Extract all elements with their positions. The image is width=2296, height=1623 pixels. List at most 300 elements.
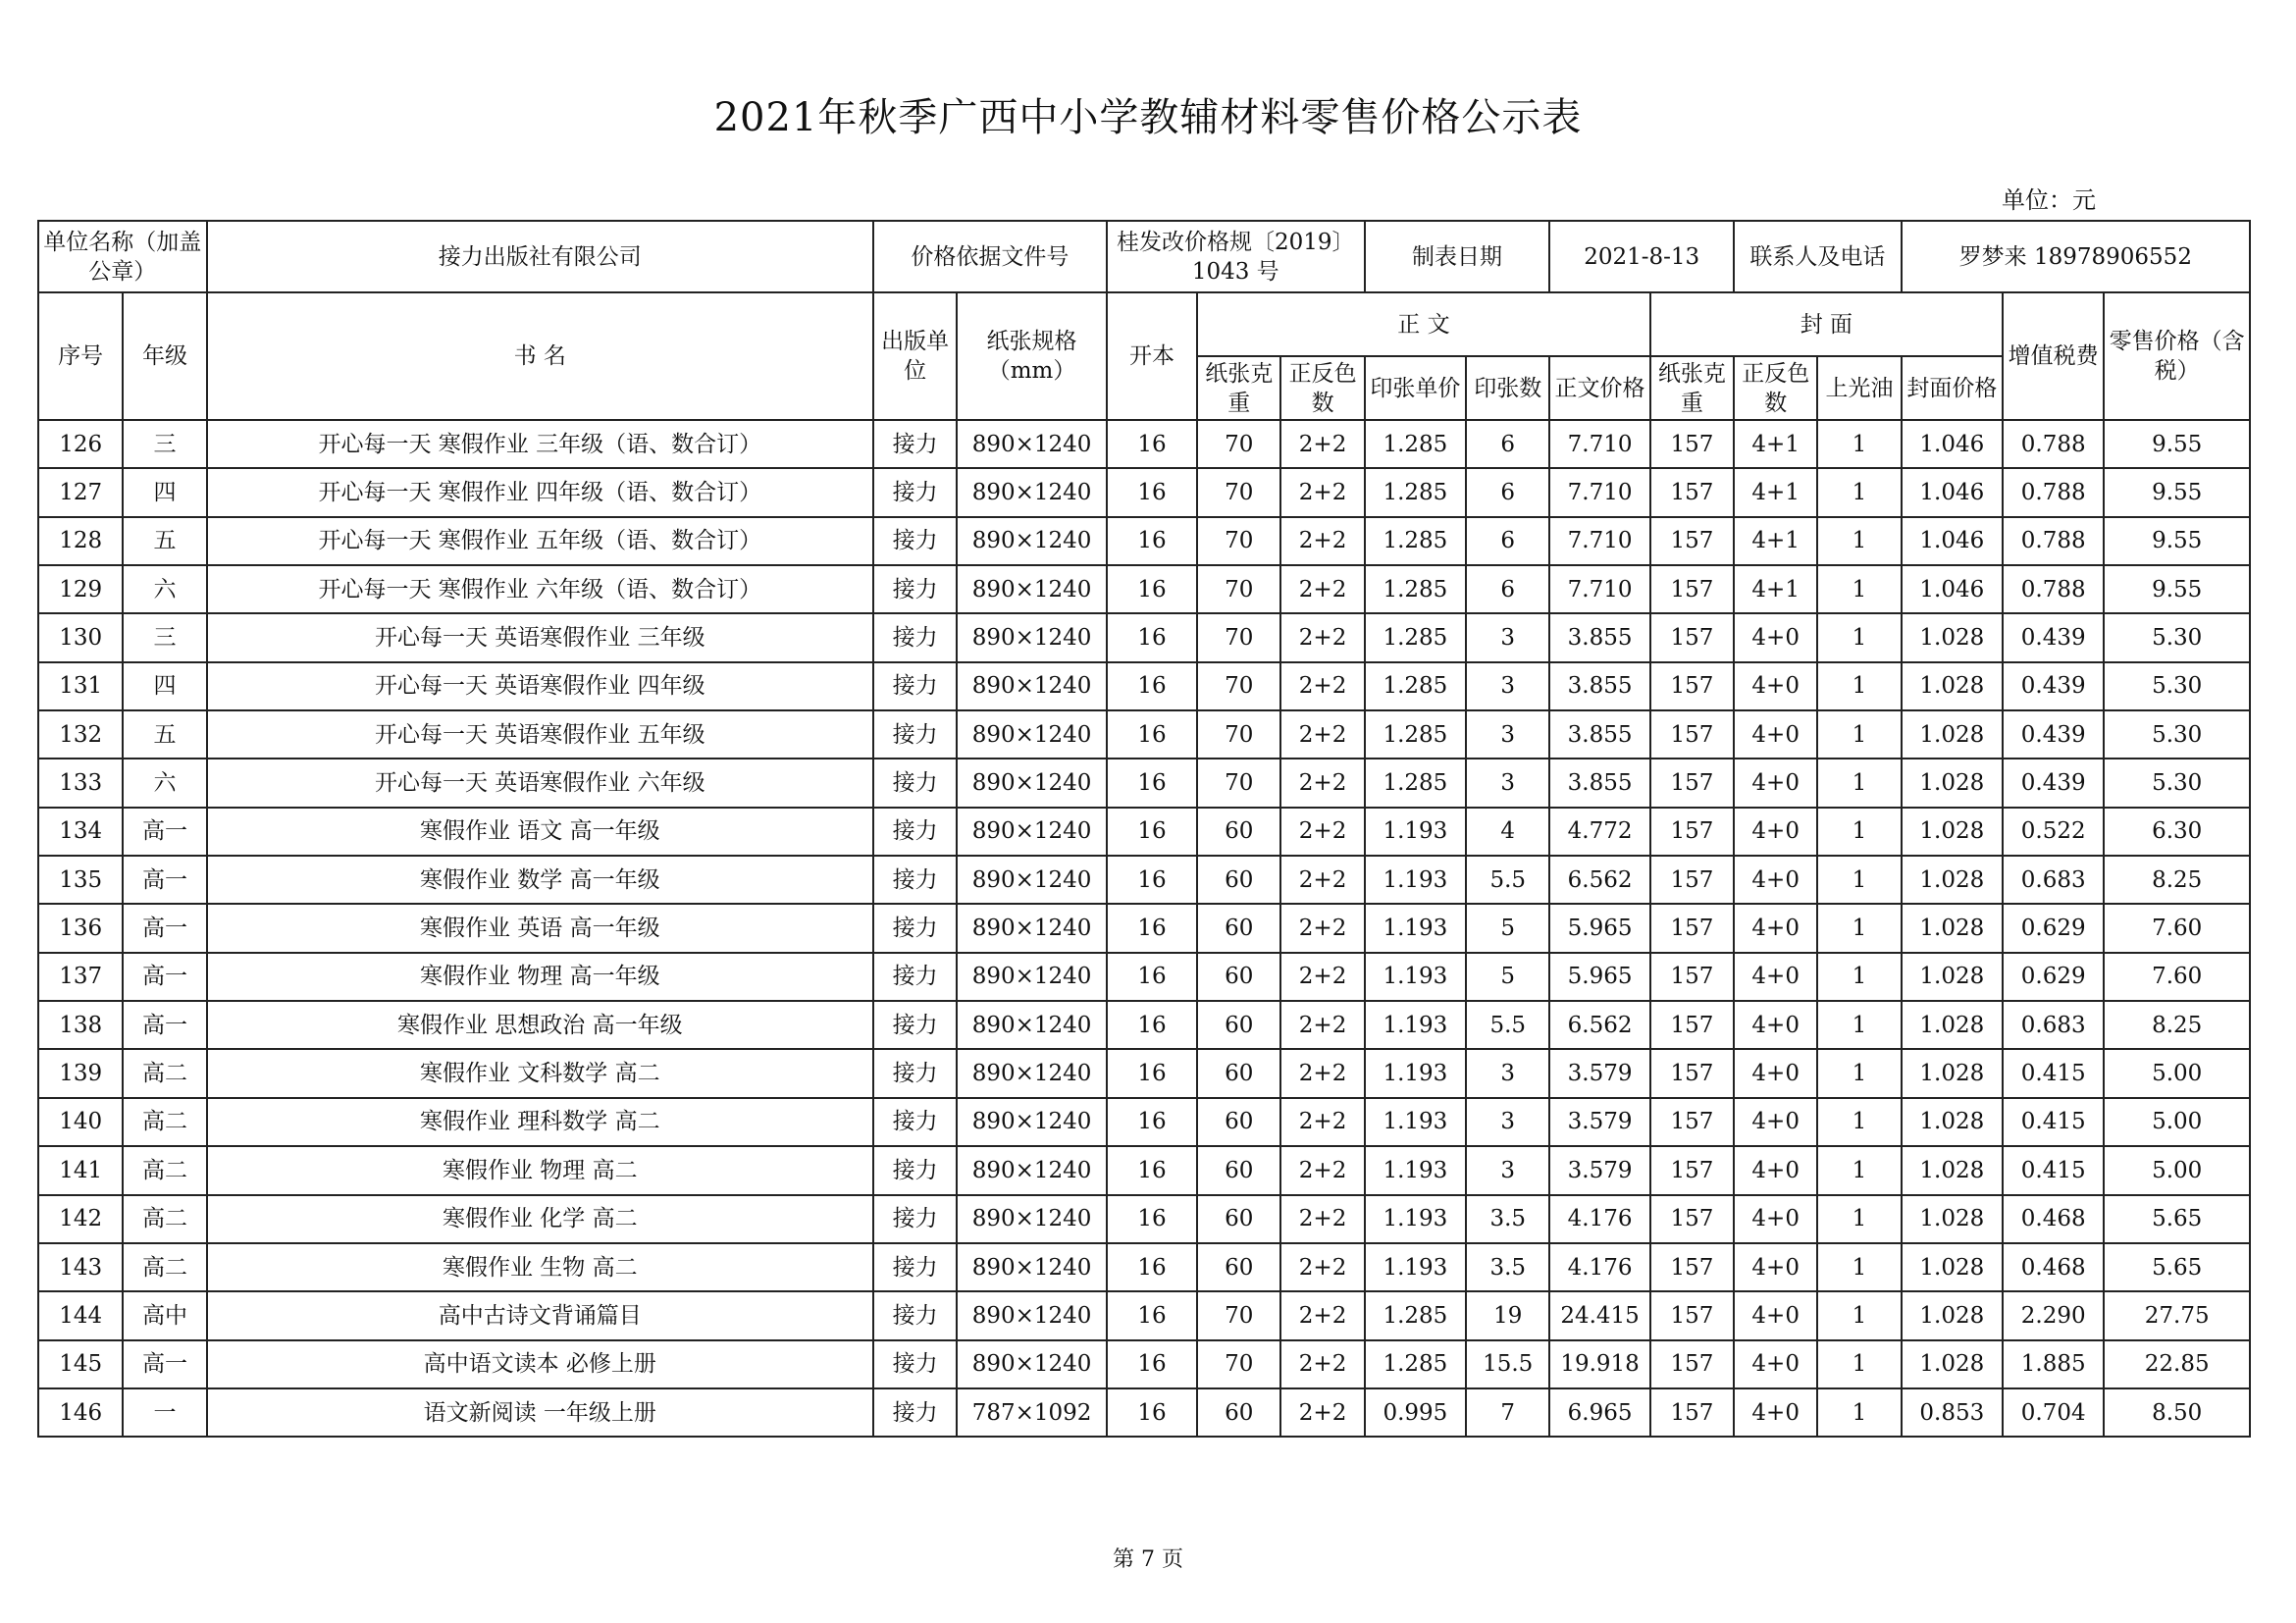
cell-vat: 0.788 — [2003, 420, 2104, 468]
cell-cc: 4+1 — [1734, 468, 1817, 516]
cell-spec: 787×1092 — [957, 1388, 1107, 1437]
cell-sup: 0.995 — [1365, 1388, 1466, 1437]
cell-sc: 5.5 — [1466, 1001, 1549, 1049]
cell-cc: 4+1 — [1734, 565, 1817, 613]
cell-fmt: 16 — [1107, 1388, 1197, 1437]
cell-sup: 1.285 — [1365, 613, 1466, 661]
cell-fmt: 16 — [1107, 710, 1197, 759]
cell-fmt: 16 — [1107, 1146, 1197, 1194]
cell-sc: 3 — [1466, 759, 1549, 807]
cell-cc: 4+0 — [1734, 1049, 1817, 1097]
cell-spec: 890×1240 — [957, 1146, 1107, 1194]
cell-gl: 1 — [1817, 904, 1901, 952]
cell-seq: 134 — [38, 808, 123, 856]
cell-sc: 3 — [1466, 1098, 1549, 1146]
header-format: 开本 — [1107, 292, 1197, 420]
table-row — [38, 856, 2250, 904]
cell-vat: 0.439 — [2003, 613, 2104, 661]
cell-gl: 1 — [1817, 565, 1901, 613]
cell-gl: 1 — [1817, 953, 1901, 1001]
cell-sup: 1.285 — [1365, 517, 1466, 565]
cell-spec: 890×1240 — [957, 1340, 1107, 1388]
cell-name: 开心每一天 英语寒假作业 三年级 — [207, 613, 873, 661]
cell-sup: 1.193 — [1365, 1243, 1466, 1291]
cell-seq: 129 — [38, 565, 123, 613]
cell-sc: 6 — [1466, 517, 1549, 565]
cell-cp: 1.028 — [1902, 1195, 2003, 1243]
cell-seq: 146 — [38, 1388, 123, 1437]
cell-bc: 2+2 — [1280, 1001, 1364, 1049]
cell-spec: 890×1240 — [957, 808, 1107, 856]
table-row — [38, 1388, 2250, 1437]
header-row-1 — [38, 292, 2250, 356]
cell-pub: 接力 — [873, 759, 957, 807]
cell-spec: 890×1240 — [957, 565, 1107, 613]
date-value: 2021-8-13 — [1549, 221, 1734, 292]
cell-bc: 2+2 — [1280, 662, 1364, 710]
cell-cw: 157 — [1650, 565, 1734, 613]
cell-cw: 157 — [1650, 1049, 1734, 1097]
header-sheet-count: 印张数 — [1466, 356, 1549, 420]
cell-fmt: 16 — [1107, 904, 1197, 952]
date-label: 制表日期 — [1365, 221, 1550, 292]
cell-rp: 5.30 — [2104, 662, 2250, 710]
cell-sc: 3 — [1466, 662, 1549, 710]
cell-seq: 141 — [38, 1146, 123, 1194]
cell-sc: 19 — [1466, 1291, 1549, 1339]
cell-sup: 1.285 — [1365, 1291, 1466, 1339]
cell-gl: 1 — [1817, 662, 1901, 710]
cell-bp: 4.176 — [1549, 1243, 1649, 1291]
cell-cw: 157 — [1650, 1146, 1734, 1194]
cell-rp: 5.65 — [2104, 1195, 2250, 1243]
cell-grade: 高二 — [123, 1146, 206, 1194]
table-row — [38, 904, 2250, 952]
cell-sc: 5 — [1466, 904, 1549, 952]
cell-pub: 接力 — [873, 1146, 957, 1194]
header-vat: 增值税费 — [2003, 292, 2104, 420]
cell-rp: 9.55 — [2104, 565, 2250, 613]
cell-bp: 7.710 — [1549, 420, 1649, 468]
cell-name: 语文新阅读 一年级上册 — [207, 1388, 873, 1437]
unit-name-label: 单位名称（加盖公章） — [38, 221, 207, 292]
table-row — [38, 468, 2250, 516]
cell-grade: 高一 — [123, 1340, 206, 1388]
cell-bc: 2+2 — [1280, 1340, 1364, 1388]
cell-grade: 五 — [123, 517, 206, 565]
cell-sup: 1.193 — [1365, 856, 1466, 904]
cell-cp: 1.028 — [1902, 759, 2003, 807]
cell-cc: 4+0 — [1734, 759, 1817, 807]
cell-pub: 接力 — [873, 856, 957, 904]
cell-cc: 4+0 — [1734, 1388, 1817, 1437]
header-book-name: 书 名 — [207, 292, 873, 420]
table-row — [38, 420, 2250, 468]
cell-vat: 0.415 — [2003, 1049, 2104, 1097]
unit-name-value: 接力出版社有限公司 — [207, 221, 873, 292]
cell-rp: 7.60 — [2104, 953, 2250, 1001]
cell-fmt: 16 — [1107, 468, 1197, 516]
cell-sc: 4 — [1466, 808, 1549, 856]
cell-fmt: 16 — [1107, 420, 1197, 468]
table-row — [38, 1049, 2250, 1097]
cell-fmt: 16 — [1107, 662, 1197, 710]
cell-cc: 4+0 — [1734, 953, 1817, 1001]
cell-cp: 1.028 — [1902, 808, 2003, 856]
cell-cp: 1.028 — [1902, 1098, 2003, 1146]
header-cover-price: 封面价格 — [1902, 356, 2003, 420]
header-body-group: 正 文 — [1197, 292, 1650, 356]
cell-gl: 1 — [1817, 1001, 1901, 1049]
cell-cc: 4+0 — [1734, 1243, 1817, 1291]
cell-sc: 3 — [1466, 1146, 1549, 1194]
cell-sup: 1.193 — [1365, 953, 1466, 1001]
cell-seq: 131 — [38, 662, 123, 710]
cell-bc: 2+2 — [1280, 517, 1364, 565]
cell-grade: 高一 — [123, 953, 206, 1001]
cell-gl: 1 — [1817, 613, 1901, 661]
cell-cw: 157 — [1650, 1098, 1734, 1146]
cell-gl: 1 — [1817, 856, 1901, 904]
cell-seq: 135 — [38, 856, 123, 904]
cell-name: 寒假作业 物理 高一年级 — [207, 953, 873, 1001]
cell-fmt: 16 — [1107, 953, 1197, 1001]
cell-rp: 6.30 — [2104, 808, 2250, 856]
cell-cp: 0.853 — [1902, 1388, 2003, 1437]
cell-bc: 2+2 — [1280, 1195, 1364, 1243]
cell-bc: 2+2 — [1280, 613, 1364, 661]
cell-bc: 2+2 — [1280, 904, 1364, 952]
cell-gl: 1 — [1817, 1049, 1901, 1097]
cell-cc: 4+0 — [1734, 1195, 1817, 1243]
cell-bp: 3.579 — [1549, 1146, 1649, 1194]
cell-fmt: 16 — [1107, 1243, 1197, 1291]
cell-bw: 60 — [1197, 856, 1280, 904]
cell-sup: 1.193 — [1365, 1049, 1466, 1097]
cell-cp: 1.046 — [1902, 517, 2003, 565]
cell-vat: 0.415 — [2003, 1098, 2104, 1146]
cell-rp: 8.25 — [2104, 856, 2250, 904]
cell-bc: 2+2 — [1280, 856, 1364, 904]
cell-vat: 0.468 — [2003, 1243, 2104, 1291]
cell-cp: 1.028 — [1902, 953, 2003, 1001]
cell-gl: 1 — [1817, 1098, 1901, 1146]
cell-bp: 24.415 — [1549, 1291, 1649, 1339]
cell-fmt: 16 — [1107, 613, 1197, 661]
cell-bw: 60 — [1197, 904, 1280, 952]
cell-bp: 3.579 — [1549, 1049, 1649, 1097]
cell-bc: 2+2 — [1280, 1049, 1364, 1097]
cell-bc: 2+2 — [1280, 1388, 1364, 1437]
cell-grade: 三 — [123, 613, 206, 661]
cell-spec: 890×1240 — [957, 1049, 1107, 1097]
cell-cc: 4+0 — [1734, 1001, 1817, 1049]
cell-bw: 60 — [1197, 1001, 1280, 1049]
cell-vat: 0.439 — [2003, 662, 2104, 710]
cell-cw: 157 — [1650, 662, 1734, 710]
cell-sc: 5 — [1466, 953, 1549, 1001]
cell-spec: 890×1240 — [957, 1098, 1107, 1146]
cell-bw: 70 — [1197, 565, 1280, 613]
cell-gl: 1 — [1817, 468, 1901, 516]
cell-bw: 70 — [1197, 710, 1280, 759]
cell-spec: 890×1240 — [957, 613, 1107, 661]
cell-name: 寒假作业 英语 高一年级 — [207, 904, 873, 952]
cell-seq: 144 — [38, 1291, 123, 1339]
cell-sc: 6 — [1466, 468, 1549, 516]
cell-bp: 19.918 — [1549, 1340, 1649, 1388]
cell-bw: 60 — [1197, 1243, 1280, 1291]
cell-bp: 4.176 — [1549, 1195, 1649, 1243]
cell-grade: 高二 — [123, 1049, 206, 1097]
cell-fmt: 16 — [1107, 759, 1197, 807]
cell-name: 寒假作业 理科数学 高二 — [207, 1098, 873, 1146]
cell-seq: 136 — [38, 904, 123, 952]
cell-bp: 6.562 — [1549, 1001, 1649, 1049]
cell-sc: 5.5 — [1466, 856, 1549, 904]
cell-fmt: 16 — [1107, 808, 1197, 856]
cell-cp: 1.028 — [1902, 710, 2003, 759]
cell-bp: 3.855 — [1549, 710, 1649, 759]
cell-spec: 890×1240 — [957, 468, 1107, 516]
table-row — [38, 1291, 2250, 1339]
cell-sup: 1.193 — [1365, 1195, 1466, 1243]
price-table — [37, 220, 2251, 1438]
cell-gl: 1 — [1817, 759, 1901, 807]
cell-vat: 0.704 — [2003, 1388, 2104, 1437]
cell-vat: 0.788 — [2003, 565, 2104, 613]
header-cover-group: 封 面 — [1650, 292, 2003, 356]
cell-rp: 7.60 — [2104, 904, 2250, 952]
cell-pub: 接力 — [873, 710, 957, 759]
cell-name: 开心每一天 英语寒假作业 五年级 — [207, 710, 873, 759]
cell-spec: 890×1240 — [957, 1195, 1107, 1243]
cell-cp: 1.028 — [1902, 1001, 2003, 1049]
cell-pub: 接力 — [873, 953, 957, 1001]
cell-bc: 2+2 — [1280, 710, 1364, 759]
cell-gl: 1 — [1817, 1388, 1901, 1437]
cell-sup: 1.193 — [1365, 1098, 1466, 1146]
cell-grade: 高一 — [123, 808, 206, 856]
cell-cw: 157 — [1650, 468, 1734, 516]
cell-grade: 高一 — [123, 856, 206, 904]
cell-bp: 3.579 — [1549, 1098, 1649, 1146]
cell-sup: 1.285 — [1365, 759, 1466, 807]
cell-vat: 0.683 — [2003, 856, 2104, 904]
cell-bp: 4.772 — [1549, 808, 1649, 856]
cell-vat: 0.788 — [2003, 517, 2104, 565]
table-row — [38, 613, 2250, 661]
cell-sup: 1.285 — [1365, 662, 1466, 710]
cell-vat: 0.629 — [2003, 953, 2104, 1001]
table-row — [38, 517, 2250, 565]
cell-seq: 142 — [38, 1195, 123, 1243]
cell-bw: 60 — [1197, 1195, 1280, 1243]
cell-cw: 157 — [1650, 613, 1734, 661]
cell-cc: 4+0 — [1734, 1340, 1817, 1388]
cell-rp: 5.30 — [2104, 759, 2250, 807]
cell-cc: 4+0 — [1734, 808, 1817, 856]
header-cover-colors: 正反色数 — [1734, 356, 1817, 420]
cell-fmt: 16 — [1107, 1291, 1197, 1339]
cell-sup: 1.193 — [1365, 904, 1466, 952]
cell-name: 开心每一天 寒假作业 三年级（语、数合订） — [207, 420, 873, 468]
price-basis-value: 桂发改价格规〔2019〕1043 号 — [1107, 221, 1365, 292]
cell-bc: 2+2 — [1280, 468, 1364, 516]
cell-cc: 4+1 — [1734, 420, 1817, 468]
cell-fmt: 16 — [1107, 517, 1197, 565]
cell-cc: 4+0 — [1734, 856, 1817, 904]
table-row — [38, 953, 2250, 1001]
cell-sup: 1.285 — [1365, 1340, 1466, 1388]
cell-sc: 3 — [1466, 613, 1549, 661]
cell-cc: 4+0 — [1734, 1146, 1817, 1194]
header-paper-spec: 纸张规格（mm） — [957, 292, 1107, 420]
cell-bp: 3.855 — [1549, 759, 1649, 807]
cell-bc: 2+2 — [1280, 1146, 1364, 1194]
cell-name: 开心每一天 英语寒假作业 六年级 — [207, 759, 873, 807]
cell-cp: 1.028 — [1902, 856, 2003, 904]
cell-name: 寒假作业 生物 高二 — [207, 1243, 873, 1291]
cell-sc: 6 — [1466, 420, 1549, 468]
cell-bw: 70 — [1197, 468, 1280, 516]
cell-pub: 接力 — [873, 517, 957, 565]
cell-grade: 高二 — [123, 1098, 206, 1146]
header-gloss: 上光油 — [1817, 356, 1901, 420]
cell-bp: 3.855 — [1549, 662, 1649, 710]
cell-name: 寒假作业 文科数学 高二 — [207, 1049, 873, 1097]
cell-bp: 7.710 — [1549, 517, 1649, 565]
table-row — [38, 1243, 2250, 1291]
header-seq: 序号 — [38, 292, 123, 420]
table-row — [38, 1195, 2250, 1243]
cell-seq: 128 — [38, 517, 123, 565]
cell-bw: 60 — [1197, 1049, 1280, 1097]
cell-gl: 1 — [1817, 1340, 1901, 1388]
cell-bw: 70 — [1197, 613, 1280, 661]
cell-bw: 60 — [1197, 808, 1280, 856]
cell-bc: 2+2 — [1280, 953, 1364, 1001]
cell-cw: 157 — [1650, 420, 1734, 468]
cell-name: 高中古诗文背诵篇目 — [207, 1291, 873, 1339]
table-row — [38, 808, 2250, 856]
cell-cc: 4+1 — [1734, 517, 1817, 565]
cell-rp: 5.00 — [2104, 1098, 2250, 1146]
cell-cp: 1.046 — [1902, 565, 2003, 613]
cell-rp: 5.30 — [2104, 710, 2250, 759]
cell-seq: 130 — [38, 613, 123, 661]
cell-spec: 890×1240 — [957, 1243, 1107, 1291]
cell-cw: 157 — [1650, 1243, 1734, 1291]
header-cover-paper-weight: 纸张克重 — [1650, 356, 1734, 420]
cell-sc: 3 — [1466, 710, 1549, 759]
cell-bc: 2+2 — [1280, 1243, 1364, 1291]
cell-fmt: 16 — [1107, 1098, 1197, 1146]
cell-pub: 接力 — [873, 1388, 957, 1437]
header-body-colors: 正反色数 — [1280, 356, 1364, 420]
cell-name: 寒假作业 数学 高一年级 — [207, 856, 873, 904]
cell-cw: 157 — [1650, 710, 1734, 759]
cell-bc: 2+2 — [1280, 565, 1364, 613]
header-sheet-unit-price: 印张单价 — [1365, 356, 1466, 420]
cell-seq: 139 — [38, 1049, 123, 1097]
cell-cw: 157 — [1650, 904, 1734, 952]
cell-cw: 157 — [1650, 759, 1734, 807]
cell-pub: 接力 — [873, 1049, 957, 1097]
cell-pub: 接力 — [873, 1098, 957, 1146]
cell-bc: 2+2 — [1280, 759, 1364, 807]
cell-vat: 0.439 — [2003, 759, 2104, 807]
header-body-paper-weight: 纸张克重 — [1197, 356, 1280, 420]
cell-vat: 0.683 — [2003, 1001, 2104, 1049]
cell-pub: 接力 — [873, 468, 957, 516]
cell-seq: 132 — [38, 710, 123, 759]
cell-gl: 1 — [1817, 1243, 1901, 1291]
cell-cw: 157 — [1650, 1001, 1734, 1049]
cell-sup: 1.285 — [1365, 420, 1466, 468]
cell-spec: 890×1240 — [957, 904, 1107, 952]
cell-cp: 1.028 — [1902, 1243, 2003, 1291]
cell-vat: 1.885 — [2003, 1340, 2104, 1388]
cell-bw: 60 — [1197, 1388, 1280, 1437]
cell-pub: 接力 — [873, 1340, 957, 1388]
cell-gl: 1 — [1817, 1195, 1901, 1243]
cell-sup: 1.193 — [1365, 1001, 1466, 1049]
cell-spec: 890×1240 — [957, 662, 1107, 710]
cell-grade: 六 — [123, 759, 206, 807]
cell-bp: 6.562 — [1549, 856, 1649, 904]
cell-rp: 27.75 — [2104, 1291, 2250, 1339]
cell-sup: 1.285 — [1365, 468, 1466, 516]
cell-grade: 六 — [123, 565, 206, 613]
cell-grade: 五 — [123, 710, 206, 759]
cell-cw: 157 — [1650, 1291, 1734, 1339]
cell-cw: 157 — [1650, 808, 1734, 856]
cell-cp: 1.046 — [1902, 420, 2003, 468]
cell-vat: 0.788 — [2003, 468, 2104, 516]
cell-bp: 5.965 — [1549, 904, 1649, 952]
cell-name: 寒假作业 思想政治 高一年级 — [207, 1001, 873, 1049]
cell-seq: 143 — [38, 1243, 123, 1291]
table-row — [38, 1001, 2250, 1049]
cell-name: 寒假作业 化学 高二 — [207, 1195, 873, 1243]
cell-grade: 高一 — [123, 1001, 206, 1049]
cell-sup: 1.285 — [1365, 710, 1466, 759]
cell-bw: 70 — [1197, 662, 1280, 710]
cell-bw: 60 — [1197, 1146, 1280, 1194]
cell-bp: 6.965 — [1549, 1388, 1649, 1437]
cell-bc: 2+2 — [1280, 808, 1364, 856]
cell-grade: 四 — [123, 468, 206, 516]
cell-pub: 接力 — [873, 1195, 957, 1243]
cell-bw: 60 — [1197, 953, 1280, 1001]
cell-seq: 145 — [38, 1340, 123, 1388]
cell-rp: 8.25 — [2104, 1001, 2250, 1049]
cell-bp: 5.965 — [1549, 953, 1649, 1001]
cell-fmt: 16 — [1107, 856, 1197, 904]
cell-sc: 3 — [1466, 1049, 1549, 1097]
cell-spec: 890×1240 — [957, 517, 1107, 565]
cell-rp: 8.50 — [2104, 1388, 2250, 1437]
cell-fmt: 16 — [1107, 1340, 1197, 1388]
cell-cc: 4+0 — [1734, 613, 1817, 661]
cell-name: 开心每一天 寒假作业 五年级（语、数合订） — [207, 517, 873, 565]
cell-cc: 4+0 — [1734, 1098, 1817, 1146]
cell-bp: 7.710 — [1549, 468, 1649, 516]
cell-rp: 5.00 — [2104, 1146, 2250, 1194]
cell-pub: 接力 — [873, 1243, 957, 1291]
cell-bp: 7.710 — [1549, 565, 1649, 613]
